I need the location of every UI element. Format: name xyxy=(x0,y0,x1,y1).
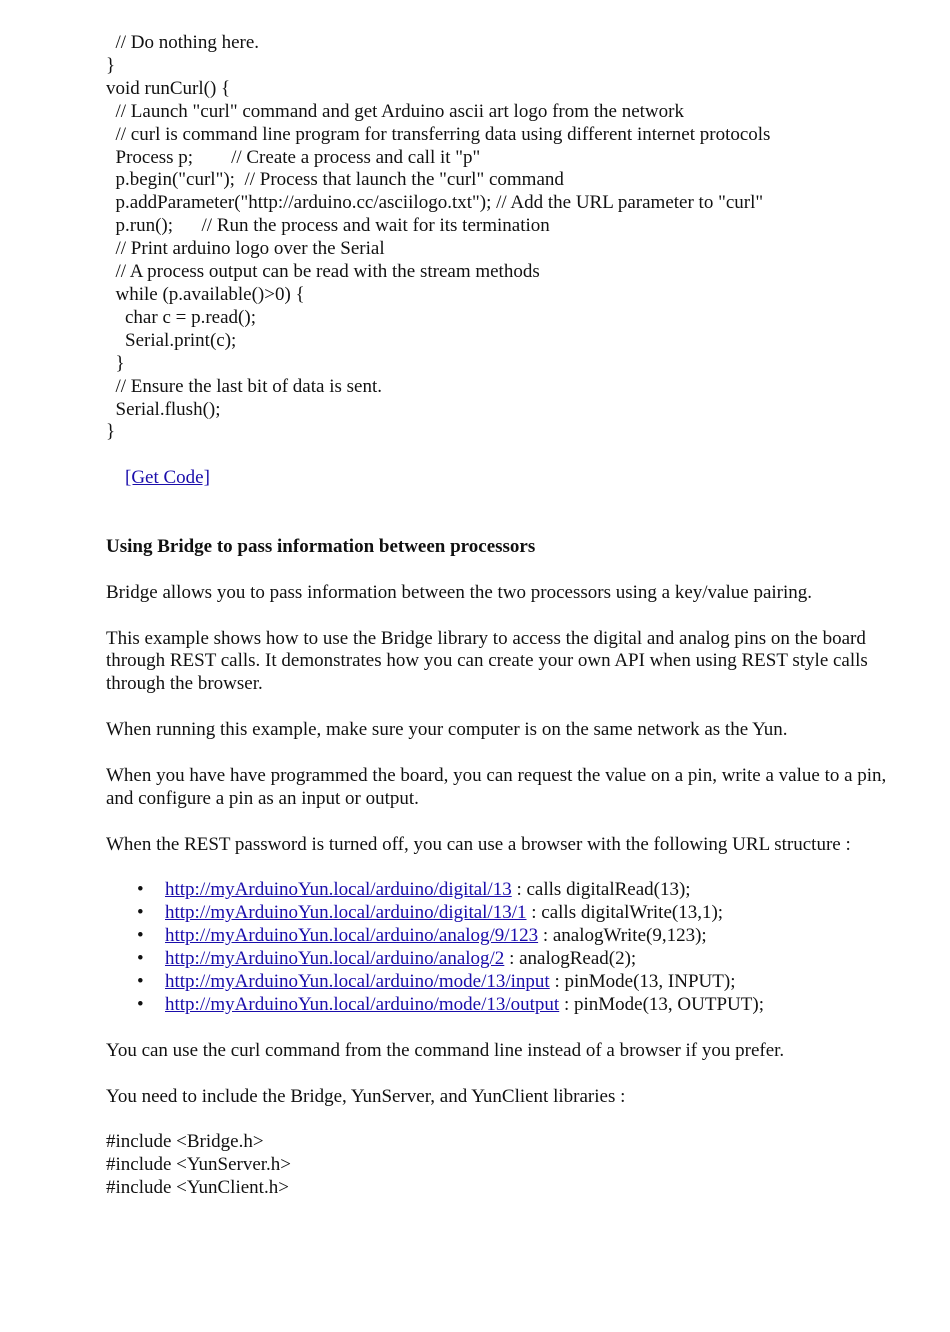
code-line: // A process output can be read with the stream methods xyxy=(106,261,540,283)
code-line: Process p; // Create a process and call it "p" xyxy=(106,146,481,168)
paragraph-example-description: This example shows how to use the Bridge library to access the digital and analog pins on the board through REST calls. It demonstrates how you can create your own API when using REST style calls through the browser. xyxy=(106,627,868,695)
code-line: // Do nothing here. xyxy=(106,32,260,53)
code-line: p.run(); // Run the process and wait for its termination xyxy=(106,215,550,237)
code-line: // curl is command line program for transferring data using different internet protocols xyxy=(106,123,771,145)
bullet-icon: • xyxy=(137,879,144,901)
url-structure-list xyxy=(106,879,896,1016)
code-line: Serial.print(c); xyxy=(106,329,237,351)
bullet-icon: • xyxy=(137,993,144,1015)
code-line: } xyxy=(106,352,125,374)
code-line: p.addParameter("http://arduino.cc/asciilogo.txt"); // Add the URL parameter to "curl" xyxy=(106,192,764,214)
code-line: p.begin("curl"); // Process that launch the "curl" command xyxy=(106,169,564,191)
url-link-analog-read[interactable]: http://myArduinoYun.local/arduino/analog/2 xyxy=(165,948,505,970)
list-item xyxy=(137,879,896,902)
code-line: char c = p.read(); xyxy=(106,306,256,328)
section-heading: Using Bridge to pass information between processors xyxy=(106,535,536,557)
list-item xyxy=(137,948,896,971)
code-line: #include <YunServer.h> xyxy=(106,1154,292,1176)
paragraph-network-note: When running this example, make sure your computer is on the same network as the Yun. xyxy=(106,719,788,741)
code-line: } xyxy=(106,54,116,76)
list-item xyxy=(137,971,896,994)
list-item xyxy=(137,902,896,925)
code-line: Serial.flush(); xyxy=(106,398,221,420)
paragraph-bridge-intro: Bridge allows you to pass information between the two processors using a key/value pairing. xyxy=(106,581,813,603)
code-line: // Ensure the last bit of data is sent. xyxy=(106,375,382,397)
paragraph-rest-password: When the REST password is turned off, you can use a browser with the following URL structure : xyxy=(106,833,851,855)
url-link-digital-write[interactable]: http://myArduinoYun.local/arduino/digital/13/1 xyxy=(165,902,527,924)
code-line: // Launch "curl" command and get Arduino ascii art logo from the network xyxy=(106,100,684,122)
bullet-icon: • xyxy=(137,971,144,993)
paragraph-programmed-board: When you have have programmed the board, you can request the value on a pin, write a value to a pin, and configure a pin as an input or output. xyxy=(106,764,887,809)
code-line: void runCurl() { xyxy=(106,77,231,99)
code-line: } xyxy=(106,421,116,443)
url-link-mode-output[interactable]: http://myArduinoYun.local/arduino/mode/13/output xyxy=(165,993,560,1015)
paragraph-curl-command: You can use the curl command from the command line instead of a browser if you prefer. xyxy=(106,1039,785,1061)
code-line: #include <YunClient.h> xyxy=(106,1177,289,1199)
url-description: : calls digitalWrite(13,1); xyxy=(526,902,724,924)
code-block-top xyxy=(106,32,896,444)
url-description: : analogRead(2); xyxy=(504,948,637,970)
code-block-includes xyxy=(106,1131,896,1200)
code-line: while (p.available()>0) { xyxy=(106,283,305,305)
bullet-icon: • xyxy=(137,948,144,970)
url-link-digital-read[interactable]: http://myArduinoYun.local/arduino/digital/13 xyxy=(165,879,512,901)
code-line: // Print arduino logo over the Serial xyxy=(106,238,385,260)
url-description: : pinMode(13, INPUT); xyxy=(549,971,736,993)
url-link-mode-input[interactable]: http://myArduinoYun.local/arduino/mode/13/input xyxy=(165,971,550,993)
url-link-analog-write[interactable]: http://myArduinoYun.local/arduino/analog/9/123 xyxy=(165,925,539,947)
code-line: #include <Bridge.h> xyxy=(106,1131,264,1153)
document-page xyxy=(106,32,896,1200)
get-code-link[interactable]: [Get Code] xyxy=(125,467,210,489)
list-item xyxy=(137,993,896,1017)
bullet-icon: • xyxy=(137,902,144,924)
url-description: : calls digitalRead(13); xyxy=(511,879,691,901)
url-description: : pinMode(13, OUTPUT); xyxy=(559,993,764,1015)
list-item xyxy=(137,925,896,948)
url-description: : analogWrite(9,123); xyxy=(538,925,707,947)
paragraph-include-libraries: You need to include the Bridge, YunServer, and YunClient libraries : xyxy=(106,1085,626,1107)
bullet-icon: • xyxy=(137,925,144,947)
